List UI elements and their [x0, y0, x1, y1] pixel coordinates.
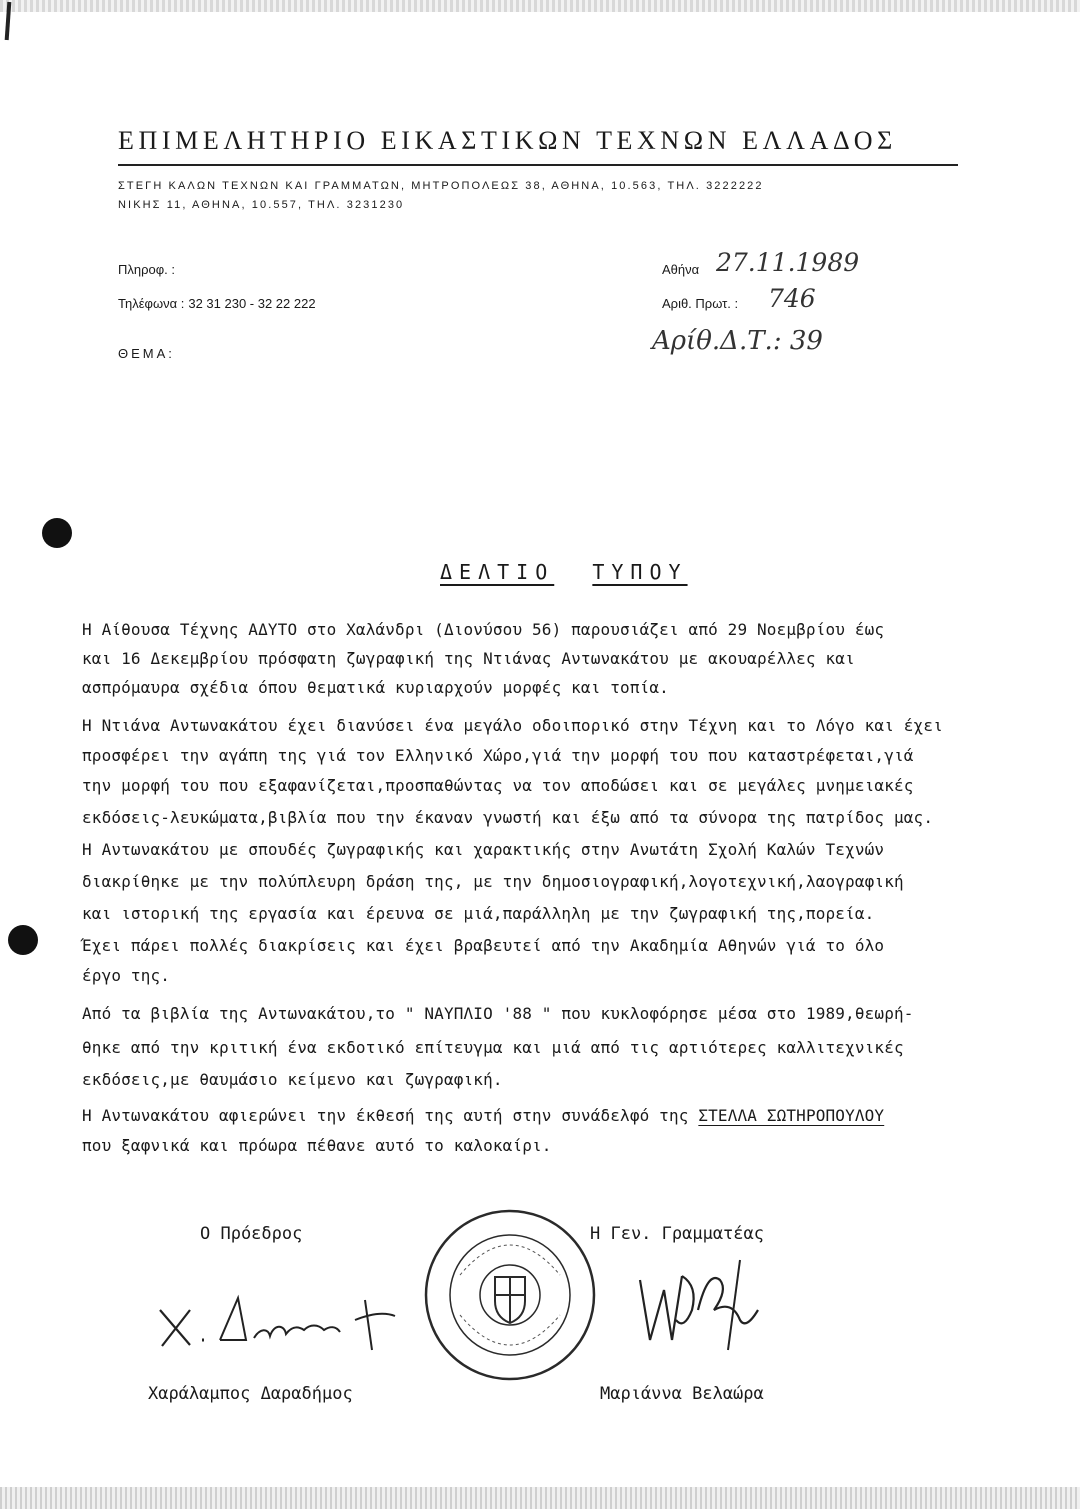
phones-row — [118, 296, 316, 311]
body-line: ασπρόμαυρα σχέδια όπου θεματικά κυριαρχούν μορφές και τοπία. — [82, 678, 669, 697]
secretary-name: Μαριάννα Βελαώρα — [600, 1384, 764, 1404]
president-signature — [150, 1280, 400, 1360]
president-name: Χαράλαμπος Δαραδήμος — [148, 1384, 353, 1404]
official-stamp — [420, 1205, 600, 1385]
body-line: θηκε από την κριτική ένα εκδοτικό επίτευγμα και μιά από τις αρτιότερες καλλιτεχνικές — [82, 1038, 904, 1057]
info-label: Πληροφ. : — [118, 262, 176, 277]
secretary-signature — [620, 1250, 770, 1360]
title-word-1: ΔΕΛΤΙΟ — [440, 560, 555, 584]
document-title — [440, 560, 688, 584]
body-line: την μορφή του που εξαφανίζεται,προσπαθώντας να τον αποδώσει και σε μεγάλες μνημειακές — [82, 776, 914, 795]
dedication-text: Η Αντωνακάτου αφιερώνει την έκθεσή της αυτή στην συνάδελφό της — [82, 1106, 689, 1125]
header-divider — [118, 164, 958, 166]
date-handwritten: 27.11.1989 — [716, 248, 860, 277]
body-line: Έχει πάρει πολλές διακρίσεις και έχει βραβευτεί από την Ακαδημία Αθηνών γιά το όλο — [82, 936, 885, 955]
protocol-label: Αριθ. Πρωτ. : — [662, 296, 739, 311]
address-line-1: ΣΤΕΓΗ ΚΑΛΩΝ ΤΕΧΝΩΝ ΚΑΙ ΓΡΑΜΜΑΤΩΝ, ΜΗΤΡΟΠΟΛΕΩΣ 38, ΑΘΗΝΑ, 10.563, ΤΗΛ. 3222222 — [118, 180, 764, 192]
body-line: Η Αίθουσα Τέχνης ΑΔΥΤΟ στο Χαλάνδρι (Διονύσου 56) παρουσιάζει από 29 Νοεμβρίου έως — [82, 620, 885, 639]
protocol-number-handwritten: 746 — [768, 284, 816, 313]
body-line: Η Αντωνακάτου με σπουδές ζωγραφικής και χαρακτικής στην Ανωτάτη Σχολή Καλών Τεχνών — [82, 840, 885, 859]
title-word-2: ΤΥΠΟΥ — [592, 560, 688, 584]
address-line-2: ΝΙΚΗΣ 11, ΑΘΗΝΑ, 10.557, ΤΗΛ. 3231230 — [118, 199, 405, 211]
body-line: διακρίθηκε με την πολύπλευρη δράση της, με την δημοσιογραφική,λογοτεχνική,λαογραφική — [82, 872, 904, 891]
punch-hole-bottom — [8, 925, 38, 955]
city-label: Αθήνα — [662, 262, 700, 277]
body-line: έργο της. — [82, 966, 171, 985]
scan-top-edge — [0, 0, 1080, 12]
body-line: Από τα βιβλία της Αντωνακάτου,το " ΝΑΥΠΛΙΟ '88 " που κυκλοφόρησε μέσα στο 1989,θεωρή- — [82, 1004, 914, 1023]
body-line-last: που ξαφνικά και πρόωρα πέθανε αυτό το καλοκαίρι. — [82, 1136, 552, 1155]
dedication-line — [82, 1106, 884, 1125]
dt-number-handwritten: Αρίθ.Δ.Τ.: 39 — [652, 326, 823, 356]
secretary-title: Η Γεν. Γραμματέας — [590, 1224, 764, 1244]
scan-bottom-edge — [0, 1487, 1080, 1509]
phones-value: 32 31 230 - 32 22 222 — [188, 296, 316, 311]
body-line: Η Ντιάνα Αντωνακάτου έχει διανύσει ένα μεγάλο οδοιπορικό στην Τέχνη και το Λόγο και έχει — [82, 716, 943, 735]
president-title: Ο Πρόεδρος — [200, 1224, 303, 1244]
body-line: εκδόσεις,με θαυμάσιο κείμενο και ζωγραφική. — [82, 1070, 503, 1089]
body-line: και 16 Δεκεμβρίου πρόσφατη ζωγραφική της Ντιάνας Αντωνακάτου με ακουαρέλλες και — [82, 649, 855, 668]
subject-label: ΘΕΜΑ: — [118, 346, 175, 361]
dedication-name: ΣΤΕΛΛΑ ΣΩΤΗΡΟΠΟΥΛΟΥ — [698, 1106, 885, 1125]
organization-name: ΕΠΙΜΕΛΗΤΗΡΙΟ ΕΙΚΑΣΤΙΚΩΝ ΤΕΧΝΩΝ ΕΛΛΑΔΟΣ — [118, 126, 897, 155]
body-line: και ιστορική της εργασία και έρευνα σε μιά,παράλληλη με την ζωγραφική της,πορεία. — [82, 904, 875, 923]
body-line: προσφέρει την αγάπη της γιά τον Ελληνικό Χώρο,γιά την μορφή του που καταστρέφεται,γιά — [82, 746, 914, 765]
phones-label: Τηλέφωνα : — [118, 296, 185, 311]
body-line: εκδόσεις-λευκώματα,βιβλία που την έκαναν γνωστή και έξω από τα σύνορα της πατρίδος μας. — [82, 808, 934, 827]
punch-hole-top — [42, 518, 72, 548]
